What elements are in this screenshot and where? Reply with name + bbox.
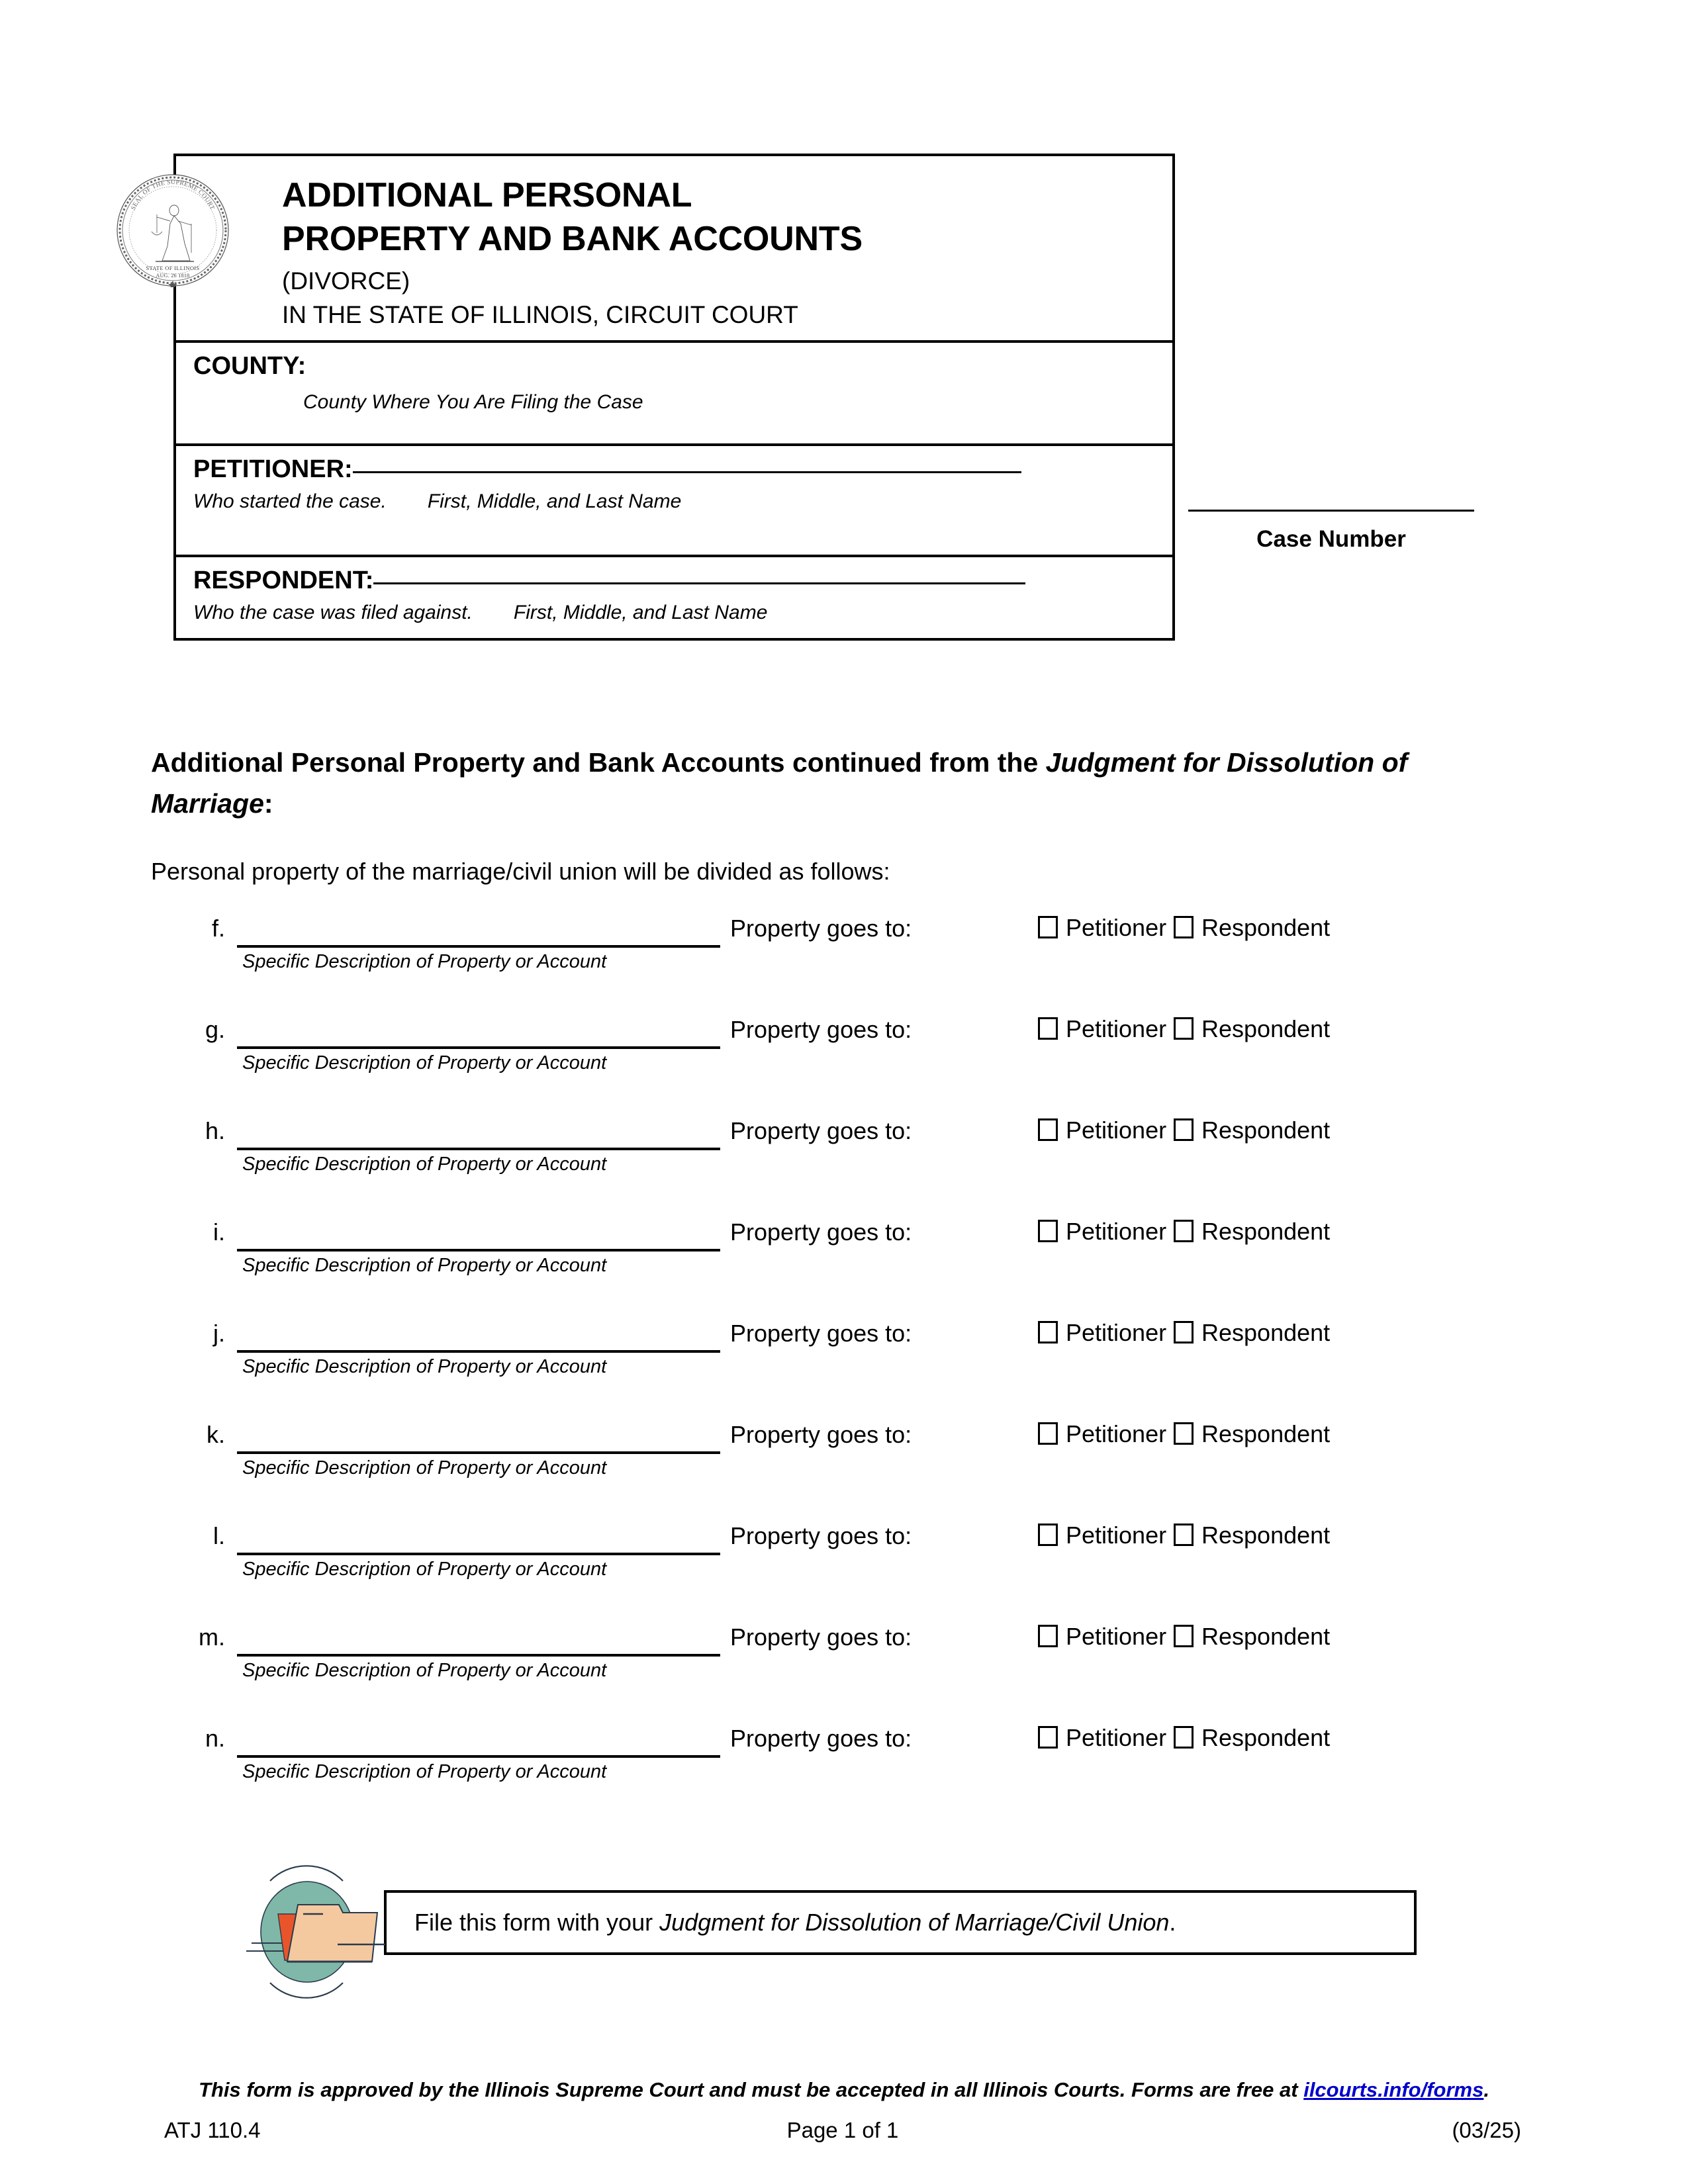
case-number-block [1188, 510, 1474, 553]
petitioner-checkbox-group[interactable] [1038, 1524, 1166, 1547]
respondent-checkbox[interactable] [1174, 1220, 1194, 1242]
row-blank [237, 1725, 720, 1783]
form-subtitle: (DIVORCE) [282, 267, 410, 295]
respondent-hint [193, 602, 1172, 624]
footer-approval-note [0, 2078, 1688, 2102]
section-heading-italic: Judgment for Dissolution of Marriage [151, 747, 1408, 819]
respondent-checkbox-label: Respondent [1201, 1319, 1331, 1346]
property-description-hint: Specific Description of Property or Account [242, 1154, 607, 1175]
property-goes-to-label: Property goes to: [730, 1016, 912, 1043]
property-goes-to-label: Property goes to: [730, 1623, 912, 1651]
petitioner-hint-left: Who started the case. [193, 490, 387, 513]
petitioner-hint-right: First, Middle, and Last Name [427, 490, 682, 513]
section-heading [151, 743, 1481, 824]
petitioner-checkbox-group[interactable] [1038, 1220, 1166, 1244]
property-description-field[interactable] [237, 1725, 720, 1758]
property-description-hint: Specific Description of Property or Account [242, 1052, 607, 1073]
respondent-checkbox-label: Respondent [1201, 1420, 1331, 1447]
petitioner-hint [193, 490, 1172, 513]
property-description-field[interactable] [237, 1016, 720, 1049]
property-description-hint: Specific Description of Property or Account [242, 1559, 607, 1580]
property-goes-to-label: Property goes to: [730, 1320, 912, 1347]
ilcourts-forms-link[interactable]: ilcourts.info/forms [1303, 2078, 1484, 2101]
petitioner-checkbox-label: Petitioner [1066, 1420, 1167, 1447]
property-description-field[interactable] [237, 915, 720, 948]
row-letter: i. [213, 1218, 225, 1246]
petitioner-checkbox-group[interactable] [1038, 1017, 1166, 1041]
petitioner-checkbox[interactable] [1038, 1625, 1058, 1647]
property-goes-to-label: Property goes to: [730, 1218, 912, 1246]
property-row [151, 1218, 1488, 1320]
case-number-label: Case Number [1256, 526, 1406, 552]
row-blank [237, 1623, 720, 1682]
court-line: IN THE STATE OF ILLINOIS, CIRCUIT COURT [282, 301, 798, 329]
petitioner-checkbox[interactable] [1038, 1726, 1058, 1749]
respondent-checkbox-group[interactable] [1174, 1118, 1330, 1142]
respondent-cell [176, 557, 1172, 638]
property-rows [151, 915, 1488, 1826]
row-blank [237, 1016, 720, 1074]
row-blank [237, 1320, 720, 1378]
respondent-checkbox[interactable] [1174, 1625, 1194, 1647]
row-letter: k. [206, 1421, 225, 1448]
respondent-checkbox[interactable] [1174, 1118, 1194, 1141]
respondent-checkbox-group[interactable] [1174, 1625, 1330, 1649]
respondent-checkbox[interactable] [1174, 916, 1194, 938]
row-blank [237, 915, 720, 973]
row-blank [237, 1522, 720, 1580]
property-description-hint: Specific Description of Property or Account [242, 1660, 607, 1681]
respondent-checkbox-group[interactable] [1174, 1321, 1330, 1345]
respondent-checkbox[interactable] [1174, 1524, 1194, 1546]
row-blank [237, 1117, 720, 1175]
petitioner-cell [176, 446, 1172, 557]
form-title-line-1: ADDITIONAL PERSONAL [282, 176, 692, 214]
respondent-checkbox-group[interactable] [1174, 1220, 1330, 1244]
respondent-hint-right: First, Middle, and Last Name [513, 602, 768, 624]
respondent-checkbox-label: Respondent [1201, 1724, 1331, 1751]
respondent-checkbox-label: Respondent [1201, 1623, 1331, 1650]
respondent-checkbox-label: Respondent [1201, 1116, 1331, 1144]
petitioner-checkbox[interactable] [1038, 1017, 1058, 1040]
file-note-text [414, 1909, 1176, 1936]
property-description-hint: Specific Description of Property or Account [242, 1457, 607, 1479]
petitioner-checkbox-label: Petitioner [1066, 1116, 1167, 1144]
svg-text:SEAL OF THE SUPREME COURT: SEAL OF THE SUPREME COURT [130, 179, 216, 211]
property-description-hint: Specific Description of Property or Account [242, 1356, 607, 1377]
respondent-checkbox-label: Respondent [1201, 1522, 1331, 1549]
petitioner-checkbox-group[interactable] [1038, 1625, 1166, 1649]
row-blank [237, 1421, 720, 1479]
petitioner-checkbox-label: Petitioner [1066, 1218, 1167, 1245]
respondent-label: RESPONDENT: [193, 567, 374, 595]
petitioner-checkbox-label: Petitioner [1066, 1724, 1167, 1751]
property-row [151, 1725, 1488, 1826]
row-blank [237, 1218, 720, 1277]
property-goes-to-label: Property goes to: [730, 915, 912, 942]
respondent-checkbox-label: Respondent [1201, 1015, 1331, 1042]
respondent-checkbox-group[interactable] [1174, 1422, 1330, 1446]
folder-icon [246, 1861, 400, 2003]
property-goes-to-label: Property goes to: [730, 1522, 912, 1549]
respondent-checkbox-group[interactable] [1174, 916, 1330, 940]
county-label: COUNTY: [193, 352, 306, 381]
petitioner-checkbox-group[interactable] [1038, 1422, 1166, 1446]
property-description-hint: Specific Description of Property or Account [242, 1255, 607, 1276]
file-note-box [384, 1890, 1417, 1955]
svg-text:STATE OF ILLINOIS: STATE OF ILLINOIS [146, 265, 200, 271]
property-description-hint: Specific Description of Property or Account [242, 951, 607, 972]
property-description-field[interactable] [237, 1623, 720, 1657]
property-goes-to-label: Property goes to: [730, 1117, 912, 1144]
respondent-checkbox-label: Respondent [1201, 914, 1331, 941]
svg-text:AUG. 26 1818: AUG. 26 1818 [156, 273, 190, 279]
intro-text: Personal property of the marriage/civil union will be divided as follows: [151, 858, 890, 885]
respondent-name-field[interactable] [373, 582, 1025, 584]
file-note-prefix: File this form with your [414, 1909, 660, 1936]
file-note-suffix: . [1169, 1909, 1176, 1936]
row-letter: l. [213, 1522, 225, 1549]
petitioner-label: PETITIONER: [193, 455, 353, 484]
property-goes-to-label: Property goes to: [730, 1421, 912, 1448]
respondent-checkbox-group[interactable] [1174, 1524, 1330, 1547]
property-description-field[interactable] [237, 1421, 720, 1454]
respondent-checkbox[interactable] [1174, 1726, 1194, 1749]
petitioner-checkbox-label: Petitioner [1066, 1623, 1167, 1650]
property-description-field[interactable] [237, 1117, 720, 1150]
county-hint: County Where You Are Filing the Case [303, 391, 643, 414]
petitioner-checkbox[interactable] [1038, 1422, 1058, 1445]
property-row [151, 1623, 1488, 1725]
county-cell [176, 343, 1172, 446]
petitioner-checkbox[interactable] [1038, 1524, 1058, 1546]
property-row [151, 1016, 1488, 1117]
respondent-checkbox-group[interactable] [1174, 1726, 1330, 1750]
footer-approval-prefix: This form is approved by the Illinois Supreme Court and must be accepted in all Illinois Courts. Forms are free at [199, 2078, 1304, 2101]
petitioner-name-field[interactable] [353, 471, 1021, 473]
row-letter: j. [213, 1320, 225, 1347]
property-row [151, 1117, 1488, 1218]
row-letter: m. [199, 1623, 225, 1651]
petitioner-checkbox-group[interactable] [1038, 1726, 1166, 1750]
row-letter: g. [205, 1016, 225, 1043]
petitioner-checkbox-label: Petitioner [1066, 1522, 1167, 1549]
row-letter: n. [205, 1725, 225, 1752]
property-row [151, 1320, 1488, 1421]
property-description-field[interactable] [237, 1522, 720, 1555]
petitioner-checkbox-label: Petitioner [1066, 1319, 1167, 1346]
respondent-checkbox-label: Respondent [1201, 1218, 1331, 1245]
revision-date: (03/25) [1452, 2118, 1521, 2142]
section-heading-prefix: Additional Personal Property and Bank Accounts continued from the [151, 747, 1046, 778]
respondent-checkbox[interactable] [1174, 1017, 1194, 1040]
illinois-supreme-court-seal-icon [116, 173, 230, 287]
petitioner-checkbox[interactable] [1038, 1220, 1058, 1242]
petitioner-checkbox[interactable] [1038, 1118, 1058, 1141]
petitioner-checkbox[interactable] [1038, 1321, 1058, 1343]
row-letter: h. [205, 1117, 225, 1144]
form-title-line-2: PROPERTY AND BANK ACCOUNTS [282, 220, 863, 259]
petitioner-checkbox-label: Petitioner [1066, 1015, 1167, 1042]
file-note-italic: Judgment for Dissolution of Marriage/Civil Union [659, 1909, 1170, 1936]
caption-box [173, 154, 1175, 641]
petitioner-checkbox[interactable] [1038, 916, 1058, 938]
respondent-checkbox[interactable] [1174, 1321, 1194, 1343]
case-number-field[interactable] [1188, 510, 1474, 512]
respondent-checkbox-group[interactable] [1174, 1017, 1330, 1041]
property-description-hint: Specific Description of Property or Account [242, 1761, 607, 1782]
footer-approval-suffix: . [1483, 2078, 1489, 2101]
page-number: Page 1 of 1 [786, 2118, 899, 2142]
respondent-hint-left: Who the case was filed against. [193, 602, 473, 624]
property-description-field[interactable] [237, 1320, 720, 1353]
property-row [151, 915, 1488, 1016]
respondent-checkbox[interactable] [1174, 1422, 1194, 1445]
petitioner-checkbox-group[interactable] [1038, 916, 1166, 940]
petitioner-checkbox-label: Petitioner [1066, 914, 1167, 941]
form-number: ATJ 110.4 [164, 2118, 261, 2142]
property-row [151, 1421, 1488, 1522]
form-title-cell [176, 156, 1172, 343]
petitioner-checkbox-group[interactable] [1038, 1118, 1166, 1142]
property-description-field[interactable] [237, 1218, 720, 1251]
property-goes-to-label: Property goes to: [730, 1725, 912, 1752]
row-letter: f. [211, 915, 225, 942]
property-row [151, 1522, 1488, 1623]
petitioner-checkbox-group[interactable] [1038, 1321, 1166, 1345]
section-heading-suffix: : [263, 788, 273, 819]
